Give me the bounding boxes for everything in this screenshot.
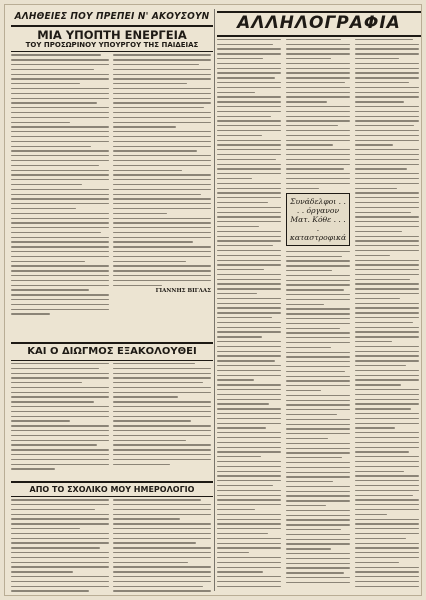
article-1-signature: ΓΙΑΝΝΗΣ ΒΙΓΛΑΣ	[155, 288, 211, 295]
article-1-col-2	[113, 54, 211, 294]
correspondence-headline: ΑΛΛΗΛΟΓΡΑΦΙΑ	[237, 13, 401, 33]
left-half	[11, 11, 213, 596]
inset-box	[286, 193, 350, 246]
article-3-col-1	[11, 499, 109, 596]
article-1	[11, 54, 213, 340]
letters-col-3	[355, 39, 419, 587]
main-subhead: ΤΟΥ ΠΡΟΣΩΡΙΝΟΥ ΥΠΟΥΡΓΟΥ ΤΗΣ ΠΑΙΔΕΙΑΣ	[25, 41, 199, 50]
article-1-col-1	[11, 54, 109, 318]
headline-3: ΑΠΟ ΤΟ ΣΧΟΛΙΚΟ ΜΟΥ ΗΜΕΡΟΛΟΓΙΟ	[29, 484, 195, 494]
main-headline: ΜΙΑ ΥΠΟΠΤΗ ΕΝΕΡΓΕΙΑ	[37, 28, 187, 42]
headline-2: ΚΑΙ Ο ΔΙΩΓΜΟΣ ΕΞΑΚΟΛΟΥΘΕΙ	[27, 346, 197, 358]
article-3-col-2	[113, 499, 211, 596]
letters-col-1	[217, 39, 281, 587]
article-2-col-2	[113, 363, 211, 469]
column-divider	[214, 9, 215, 591]
article-2-col-1	[11, 363, 109, 473]
article-2	[11, 363, 213, 479]
correspondence-columns	[217, 39, 421, 587]
inset-title: Συνάδελφοι . . . . όργανον Ματ. Κόθε . . . . καταστροφικά	[289, 196, 347, 242]
article-3	[11, 499, 213, 596]
letters-col-2	[286, 39, 350, 587]
right-half	[217, 9, 421, 587]
kicker-line: ΑΛΗΘΕΙΕΣ ΠΟΥ ΠΡΕΠΕΙ Ν' ΑΚΟΥΣΟΥΝ	[14, 11, 210, 22]
newspaper-page	[4, 4, 422, 596]
